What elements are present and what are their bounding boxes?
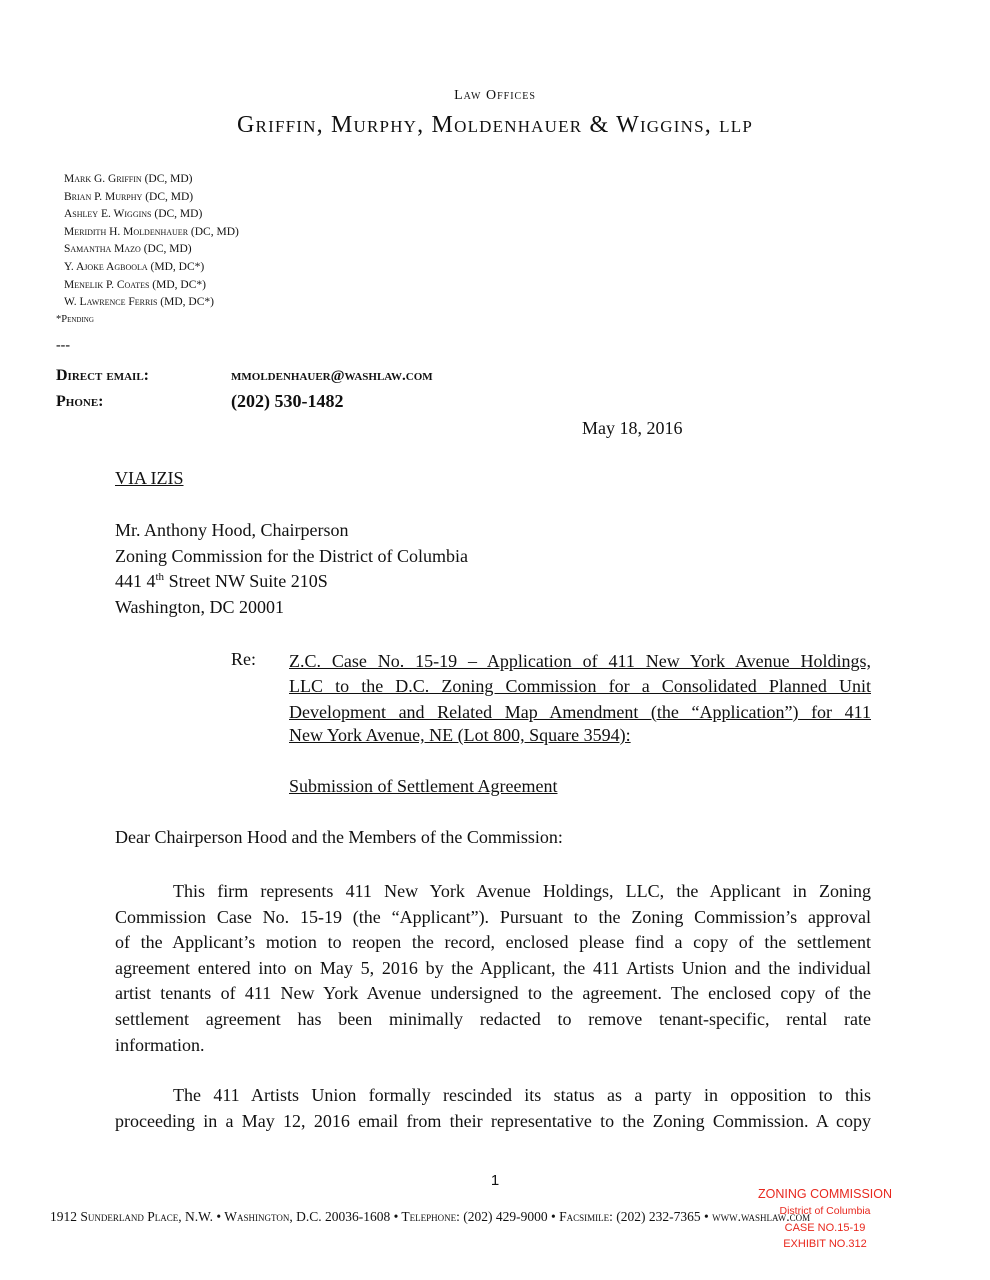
recipient-street: 441 4th Street NW Suite 210S <box>115 571 328 591</box>
paragraph-line: The 411 Artists Union formally rescinded its status as a party in opposition to this <box>173 1085 871 1105</box>
recipient-organization: Zoning Commission for the District of Columbia <box>115 545 468 566</box>
submission-title: Submission of Settlement Agreement <box>289 776 558 796</box>
paragraph-line: information. <box>115 1034 205 1055</box>
paragraph-line: agreement entered into on May 5, 2016 by the Applicant, the 411 Artists Union and the individual <box>115 957 871 978</box>
page-number: 1 <box>490 1172 500 1189</box>
exhibit-stamp-title: ZONING COMMISSION <box>757 1187 893 1201</box>
separator: --- <box>56 338 70 353</box>
recipient-city: Washington, DC 20001 <box>115 596 285 617</box>
letter-date: May 18, 2016 <box>582 418 683 438</box>
partner-name: W. Lawrence Ferris (MD, DC*) <box>64 296 214 309</box>
re-line: Development and Related Map Amendment (the “Application”) for 411 <box>289 701 871 722</box>
recipient-name: Mr. Anthony Hood, Chairperson <box>115 520 349 540</box>
paragraph-line: Commission Case No. 15-19 (the “Applicant”). Pursuant to the Zoning Commission’s approval <box>115 906 871 927</box>
exhibit-stamp-case: CASE NO.15-19 <box>784 1222 866 1234</box>
body-paragraph-2 <box>115 1083 871 1134</box>
phone-value: (202) 530-1482 <box>231 391 344 411</box>
law-offices-heading: Law Offices <box>454 88 536 103</box>
partner-list <box>64 171 239 312</box>
paragraph-line: artist tenants of 411 New York Avenue undersigned to the agreement. The enclosed copy of the <box>115 983 871 1004</box>
delivery-method: VIA IZIS <box>115 468 184 488</box>
exhibit-stamp-jurisdiction: District of Columbia <box>779 1205 871 1217</box>
partner-name: Menelik P. Coates (MD, DC*) <box>64 278 206 291</box>
re-subject <box>289 649 871 725</box>
paragraph-line: This firm represents 411 New York Avenue Holdings, LLC, the Applicant in Zoning <box>173 881 871 901</box>
partner-name: Samantha Mazo (DC, MD) <box>64 243 192 256</box>
phone-label: Phone: <box>56 393 104 410</box>
body-paragraph-1 <box>115 879 871 1058</box>
re-line: Z.C. Case No. 15-19 – Application of 411 New York Avenue Holdings, <box>289 651 871 671</box>
paragraph-line: proceeding in a May 12, 2016 email from their representative to the Zoning Commission. A copy <box>115 1110 871 1131</box>
paragraph-line: settlement agreement has been minimally redacted to remove tenant-specific, rental rate <box>115 1008 871 1029</box>
re-line-last: New York Avenue, NE (Lot 800, Square 3594): <box>289 725 631 745</box>
re-label: Re: <box>231 649 256 669</box>
recipient-address <box>115 518 468 620</box>
partner-name: Brian P. Murphy (DC, MD) <box>64 190 194 203</box>
email-value: mmoldenhauer@washlaw.com <box>231 368 433 384</box>
partner-name: Ashley E. Wiggins (DC, MD) <box>64 208 203 221</box>
re-line: LLC to the D.C. Zoning Commission for a Consolidated Planned Unit <box>289 676 871 697</box>
pending-note: *Pending <box>56 314 94 325</box>
partner-name: Mark G. Griffin (DC, MD) <box>64 173 193 185</box>
partner-name: Y. Ajoke Agboola (MD, DC*) <box>64 260 205 273</box>
partner-name: Meridith H. Moldenhauer (DC, MD) <box>64 225 239 238</box>
paragraph-line: of the Applicant’s motion to reopen the record, enclosed please find a copy of the settlement <box>115 932 871 953</box>
salutation: Dear Chairperson Hood and the Members of the Commission: <box>115 827 563 847</box>
exhibit-stamp-number: EXHIBIT NO.312 <box>783 1238 867 1250</box>
firm-name: Griffin, Murphy, Moldenhauer & Wiggins, llp <box>237 112 753 138</box>
email-label: Direct email: <box>56 367 150 384</box>
footer-address: 1912 Sunderland Place, N.W. • Washington, D.C. 20036-1608 • Telephone: (202) 429-9000 • Facsimile: (202) 232-7365 • www.washlaw.com <box>50 1209 811 1224</box>
